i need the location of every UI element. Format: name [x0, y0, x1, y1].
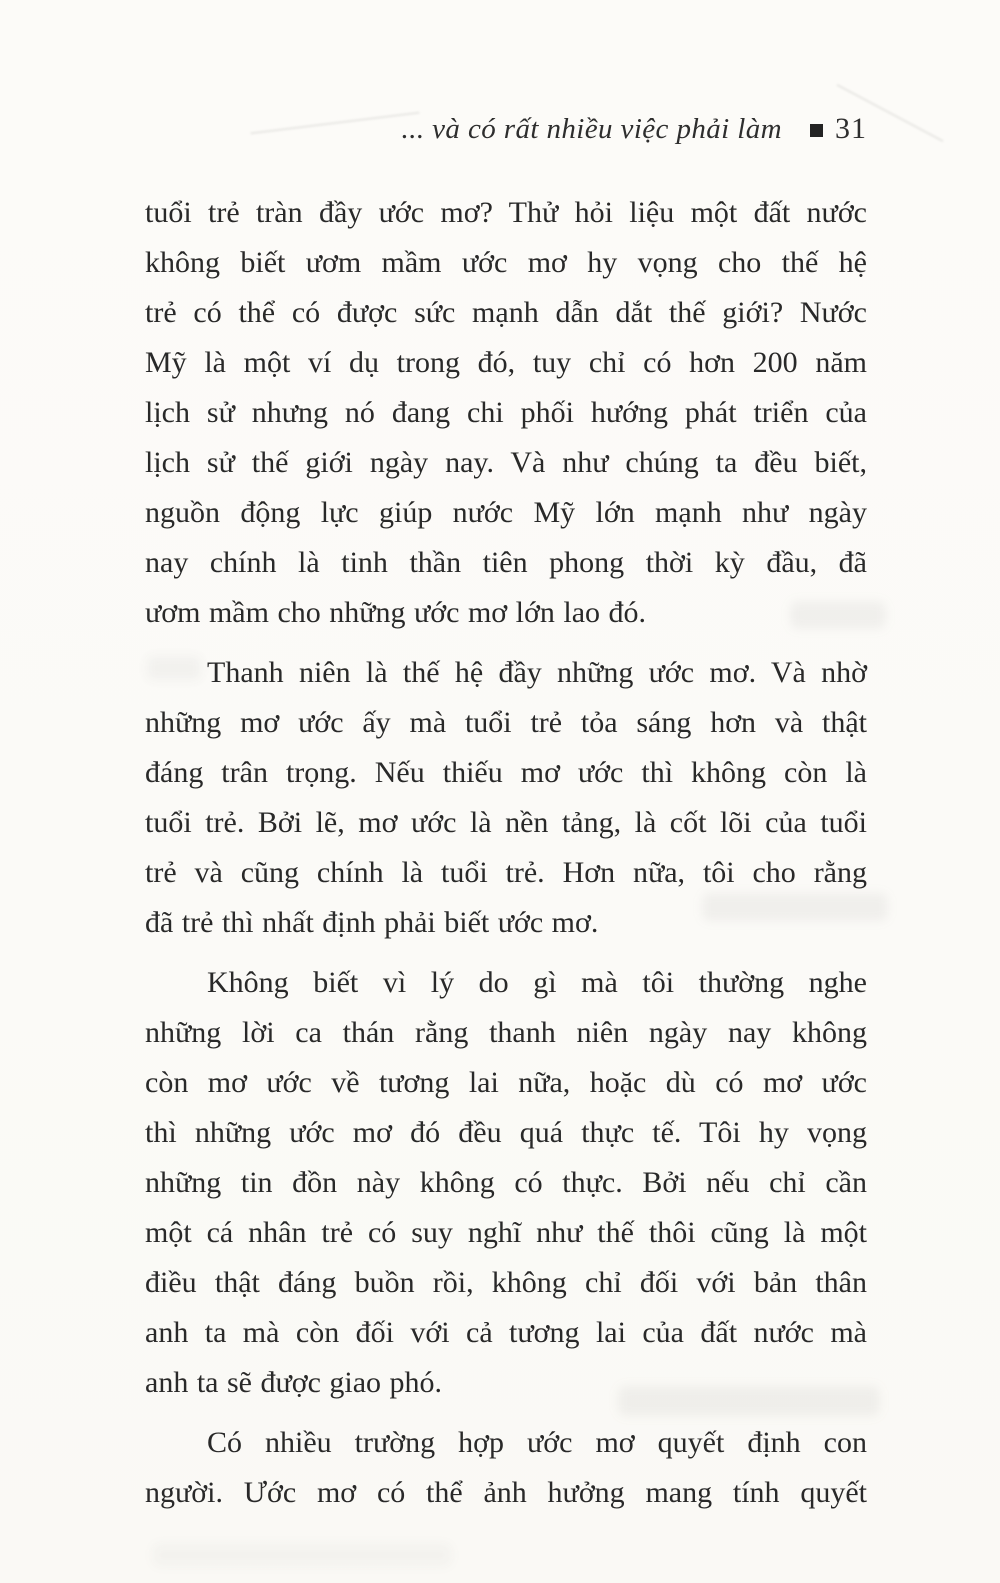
text-line: tuổi trẻ tràn đầy ước mơ? Thử hỏi liệu một đất nước [145, 196, 867, 229]
paragraph-1 [145, 188, 867, 638]
page-body [145, 188, 867, 1518]
text-line: đáng trân trọng. Nếu thiếu mơ ước thì không còn là [145, 756, 867, 789]
text-line: Có nhiều trường hợp ước mơ quyết định con [207, 1426, 867, 1459]
showthrough-artifact [702, 893, 888, 921]
text-line: Không biết vì lý do gì mà tôi thường nghe [207, 966, 867, 999]
text-line: những mơ ước ấy mà tuổi trẻ tỏa sáng hơn và thật [145, 706, 867, 739]
text-line: trẻ có thể có được sức mạnh dẫn dắt thế giới? Nước [145, 296, 867, 329]
page-number: 31 [835, 112, 867, 145]
text-line: nay chính là tinh thần tiên phong thời kỳ đầu, đã [145, 546, 867, 579]
running-header [145, 109, 867, 149]
text-line: lịch sử thế giới ngày nay. Và như chúng ta đều biết, [145, 446, 867, 479]
paragraph-3 [145, 958, 867, 1408]
text-line: người. Ước mơ có thể ảnh hưởng mang tính quyết [145, 1476, 867, 1509]
text-line: không biết ươm mầm ước mơ hy vọng cho thế hệ [145, 246, 867, 279]
text-line: Thanh niên là thế hệ đầy những ước mơ. Và nhờ [207, 656, 867, 689]
text-line: lịch sử nhưng nó đang chi phối hướng phát triển của [145, 396, 867, 429]
text-line: đã trẻ thì nhất định phải biết ước mơ. [145, 906, 599, 939]
text-line: còn mơ ước về tương lai nữa, hoặc dù có mơ ước [145, 1066, 867, 1099]
text-line: tuổi trẻ. Bởi lẽ, mơ ước là nền tảng, là cốt lõi của tuổi [145, 806, 867, 839]
text-line: một cá nhân trẻ có suy nghĩ như thế thôi cũng là một [145, 1216, 867, 1249]
paragraph-4 [145, 1418, 867, 1518]
text-line: những tin đồn này không có thực. Bởi nếu chỉ cần [145, 1166, 867, 1199]
text-line: anh ta sẽ được giao phó. [145, 1366, 443, 1399]
showthrough-artifact [152, 1543, 452, 1567]
showthrough-artifact [618, 1386, 880, 1416]
text-line: những lời ca thán rằng thanh niên ngày nay không [145, 1016, 867, 1049]
text-line: nguồn động lực giúp nước Mỹ lớn mạnh như ngày [145, 496, 867, 529]
running-title: ... và có rất nhiều việc phải làm [401, 113, 782, 145]
text-line: thì những ước mơ đó đều quá thực tế. Tôi hy vọng [145, 1116, 867, 1149]
showthrough-artifact [146, 655, 202, 681]
text-line: trẻ và cũng chính là tuổi trẻ. Hơn nữa, tôi cho rằng [145, 856, 867, 889]
text-line: anh ta mà còn đối với cả tương lai của đất nước mà [145, 1316, 867, 1349]
showthrough-artifact [790, 601, 886, 629]
text-line: điều thật đáng buồn rồi, không chỉ đối với bản thân [145, 1266, 867, 1299]
text-line: Mỹ là một ví dụ trong đó, tuy chỉ có hơn 200 năm [145, 346, 867, 379]
square-bullet-icon [810, 124, 823, 137]
text-line: ươm mầm cho những ước mơ lớn lao đó. [145, 596, 647, 629]
